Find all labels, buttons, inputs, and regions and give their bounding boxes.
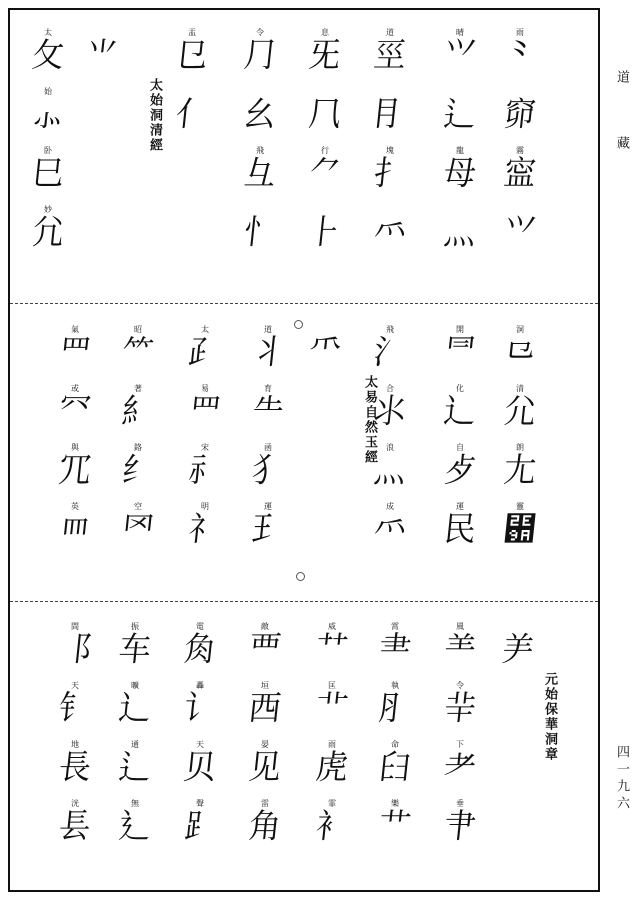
glyph-cell xyxy=(116,622,154,669)
glyph-cell xyxy=(119,325,157,372)
talisman-glyph: ⺾ xyxy=(376,806,414,846)
talisman-glyph: ⺹ xyxy=(441,747,479,787)
glyph-cell xyxy=(371,146,409,193)
chapter-title: 太易自然玉經 xyxy=(362,375,377,465)
gloss-character: 下 xyxy=(455,740,464,749)
glyph-cell xyxy=(181,740,219,787)
gloss-character: 振 xyxy=(130,622,139,631)
glyph-cell xyxy=(441,443,479,490)
glyph-cell xyxy=(116,740,154,787)
glyph-column xyxy=(312,622,352,858)
gloss-character: 或 xyxy=(70,384,79,393)
gloss-character: 盂 xyxy=(187,28,196,37)
talisman-glyph: ⺽ xyxy=(376,747,414,787)
glyph-column xyxy=(172,28,212,146)
glyph-cell xyxy=(186,384,224,431)
glyph-cell xyxy=(306,205,344,252)
talisman-glyph: ⺤ xyxy=(371,212,409,252)
talisman-glyph: ⻆ xyxy=(246,806,284,846)
glyph-column xyxy=(305,325,345,384)
gloss-character: 垣 xyxy=(260,681,269,690)
glyph-cell xyxy=(441,502,479,549)
gloss-character: 清 xyxy=(515,384,524,393)
gloss-character: 塊 xyxy=(385,146,394,155)
glyph-cell xyxy=(241,28,279,75)
gloss-character: 妙 xyxy=(43,205,52,214)
talisman-glyph: ⺤ xyxy=(371,509,409,549)
talisman-glyph: ⺊ xyxy=(306,212,344,252)
gloss-character: 鉻 xyxy=(133,443,142,452)
glyph-cell xyxy=(306,325,344,372)
glyph-cell xyxy=(441,205,479,252)
glyph-cell xyxy=(186,502,224,549)
glyph-cell xyxy=(376,622,414,669)
glyph-cell xyxy=(56,740,94,787)
talisman-glyph: ⺋ xyxy=(501,332,539,372)
talisman-glyph: ⺦ xyxy=(249,332,287,372)
talisman-glyph: ⻀ xyxy=(313,688,351,728)
gloss-character: 朗 xyxy=(515,443,524,452)
talisman-glyph: ⺲ xyxy=(56,332,94,372)
talisman-glyph: ⺼ xyxy=(376,688,414,728)
glyph-column xyxy=(370,28,410,264)
gloss-character: 息 xyxy=(320,28,329,37)
talisman-glyph: ⺱ xyxy=(119,509,157,549)
glyph-cell xyxy=(499,622,537,669)
gloss-character: 天 xyxy=(70,681,79,690)
glyph-cell xyxy=(56,443,94,490)
glyph-cell xyxy=(246,799,284,846)
glyph-cell xyxy=(241,87,279,134)
gloss-character: 通 xyxy=(130,740,139,749)
talisman-glyph: 窌 xyxy=(501,94,539,134)
talisman-glyph: ⺚ xyxy=(501,509,539,549)
talisman-glyph: ⻌ xyxy=(116,688,154,728)
gloss-character: 浪 xyxy=(385,443,394,452)
gloss-character: 函 xyxy=(263,443,272,452)
center-mark xyxy=(296,572,305,581)
gloss-character: 成 xyxy=(385,502,394,511)
gloss-character: 敵 xyxy=(260,622,269,631)
glyph-cell xyxy=(83,28,121,75)
talisman-glyph: ⻌ xyxy=(441,391,479,431)
glyph-cell xyxy=(306,28,344,75)
glyph-cell xyxy=(56,799,94,846)
glyph-cell xyxy=(29,28,67,75)
talisman-glyph: ⺡ xyxy=(371,332,409,372)
talisman-glyph: ⺩ xyxy=(249,509,287,549)
gloss-character: 始 xyxy=(43,87,52,96)
gloss-character: 令 xyxy=(255,28,264,37)
talisman-glyph: 㔾 xyxy=(173,35,211,75)
section-divider xyxy=(10,601,598,602)
gloss-character: 霏 xyxy=(327,799,336,808)
glyph-column xyxy=(500,28,540,264)
chapter-title: 太始洞清經 xyxy=(147,78,162,153)
glyph-cell xyxy=(56,622,94,669)
talisman-glyph: ⻑ xyxy=(56,747,94,787)
section-divider xyxy=(10,303,598,304)
glyph-cell xyxy=(241,205,279,252)
glyph-cell xyxy=(441,622,479,669)
gloss-character: 宋 xyxy=(200,443,209,452)
glyph-cell xyxy=(119,443,157,490)
glyph-cell xyxy=(249,443,287,490)
talisman-glyph: ⺔ xyxy=(241,153,279,193)
gloss-character: 太 xyxy=(200,325,209,334)
talisman-glyph: ⻍ xyxy=(116,747,154,787)
glyph-cell xyxy=(501,205,539,252)
talisman-glyph: ⺿ xyxy=(313,629,351,669)
glyph-column xyxy=(115,622,155,858)
talisman-glyph: ⻈ xyxy=(181,688,219,728)
talisman-glyph: ⺵ xyxy=(56,509,94,549)
talisman-glyph: ⻁ xyxy=(313,747,351,787)
glyph-cell xyxy=(186,325,224,372)
gloss-character: 令 xyxy=(455,681,464,690)
center-mark xyxy=(294,320,303,329)
talisman-glyph: ⺟ xyxy=(441,153,479,193)
talisman-glyph: 寍 xyxy=(501,153,539,193)
talisman-glyph: ⺍ xyxy=(441,35,479,75)
gloss-character: 曠 xyxy=(130,681,139,690)
gloss-character: 飛 xyxy=(255,146,264,155)
gloss-character: 間 xyxy=(70,622,79,631)
talisman-glyph: ⺰ xyxy=(119,450,157,490)
glyph-cell xyxy=(181,799,219,846)
talisman-glyph: ⻎ xyxy=(116,806,154,846)
gloss-character: 威 xyxy=(327,622,336,631)
glyph-column xyxy=(375,622,415,858)
glyph-cell xyxy=(249,502,287,549)
talisman-glyph: ⺈ xyxy=(306,153,344,193)
gloss-character: 執 xyxy=(390,681,399,690)
talisman-glyph: ⻄ xyxy=(246,688,284,728)
talisman-glyph: ⺶ xyxy=(499,629,537,669)
gloss-character: 霄 xyxy=(390,622,399,631)
gloss-character: 育 xyxy=(263,384,272,393)
talisman-glyph: ⺠ xyxy=(441,509,479,549)
talisman-glyph: ⺜ xyxy=(441,332,479,372)
gloss-character: 靈 xyxy=(516,502,524,511)
glyph-column xyxy=(248,325,288,561)
gloss-character: 雷 xyxy=(260,799,269,808)
glyph-cell xyxy=(306,146,344,193)
talisman-glyph: ⻉ xyxy=(181,747,219,787)
glyph-cell xyxy=(376,681,414,728)
volume-label: 道 藏 xyxy=(614,70,629,169)
gloss-character: 洞 xyxy=(515,325,524,334)
talisman-glyph: ⺗ xyxy=(29,94,67,134)
gloss-character: 電 xyxy=(195,622,204,631)
glyph-cell xyxy=(441,28,479,75)
talisman-glyph: ⺮ xyxy=(119,332,157,372)
gloss-character: 太 xyxy=(43,28,52,37)
talisman-glyph: ⻏ xyxy=(56,629,94,669)
glyph-column xyxy=(55,325,95,561)
glyph-cell xyxy=(56,384,94,431)
glyph-cell xyxy=(241,146,279,193)
talisman-glyph: ⻐ xyxy=(56,688,94,728)
talisman-glyph: ⺣ xyxy=(441,212,479,252)
gloss-character: 空 xyxy=(133,502,142,511)
gloss-character: 匡 xyxy=(327,681,336,690)
glyph-cell xyxy=(116,799,154,846)
glyph-cell xyxy=(119,502,157,549)
glyph-cell xyxy=(501,384,539,431)
glyph-column xyxy=(245,622,285,858)
glyph-column xyxy=(28,28,68,264)
glyph-cell xyxy=(313,681,351,728)
gloss-character: 道 xyxy=(263,325,272,334)
glyph-cell xyxy=(249,384,287,431)
glyph-column xyxy=(440,28,480,264)
gloss-character: 運 xyxy=(263,502,272,511)
talisman-glyph: ⻒ xyxy=(56,806,94,846)
gloss-character: 轟 xyxy=(195,681,204,690)
glyph-cell xyxy=(29,205,67,252)
glyph-cell xyxy=(441,799,479,846)
glyph-cell xyxy=(501,28,539,75)
talisman-glyph: ⺍ xyxy=(501,212,539,252)
talisman-glyph: ⺛ xyxy=(306,35,344,75)
gloss-character: 無 xyxy=(130,799,139,808)
talisman-glyph: ⺖ xyxy=(241,212,279,252)
talisman-glyph: ⺧ xyxy=(249,391,287,431)
talisman-glyph: ⻃ xyxy=(246,629,284,669)
glyph-cell xyxy=(186,443,224,490)
talisman-glyph: ⻂ xyxy=(313,806,351,846)
glyph-cell xyxy=(173,28,211,75)
glyph-column xyxy=(180,622,220,858)
glyph-cell xyxy=(313,622,351,669)
glyph-cell xyxy=(181,681,219,728)
glyph-cell xyxy=(441,681,479,728)
glyph-cell xyxy=(371,205,409,252)
gloss-character: 著 xyxy=(133,384,142,393)
talisman-glyph: ⺢ xyxy=(371,391,409,431)
talisman-glyph: ⺴ xyxy=(56,450,94,490)
talisman-glyph: ⺻ xyxy=(376,629,414,669)
glyph-column xyxy=(498,622,538,681)
talisman-glyph: ⻅ xyxy=(246,747,284,787)
talisman-glyph: ⺣ xyxy=(371,450,409,490)
glyph-cell xyxy=(249,325,287,372)
talisman-glyph: ⺘ xyxy=(371,153,409,193)
glyph-cell xyxy=(441,384,479,431)
gloss-character: 昭 xyxy=(133,325,142,334)
glyph-cell xyxy=(501,502,539,549)
gloss-character: 洸 xyxy=(70,799,79,808)
talisman-glyph: ⺨ xyxy=(249,450,287,490)
glyph-cell xyxy=(501,443,539,490)
glyph-cell xyxy=(56,325,94,372)
talisman-glyph: 巠 xyxy=(371,35,409,75)
gloss-character: 化 xyxy=(455,384,464,393)
talisman-glyph: ⻍ xyxy=(441,94,479,134)
gloss-character: 樂 xyxy=(390,799,399,808)
glyph-cell xyxy=(56,681,94,728)
gloss-character: 風 xyxy=(455,622,464,631)
glyph-cell xyxy=(246,681,284,728)
gloss-character: 與 xyxy=(70,443,79,452)
talisman-glyph: ⺷ xyxy=(441,629,479,669)
talisman-glyph: ⺑ xyxy=(29,212,67,252)
talisman-glyph: ⺳ xyxy=(56,391,94,431)
glyph-cell xyxy=(376,799,414,846)
glyph-cell xyxy=(313,740,351,787)
talisman-glyph: ⺸ xyxy=(441,688,479,728)
gloss-character: 明 xyxy=(200,502,209,511)
talisman-glyph: ⺫ xyxy=(186,391,224,431)
gloss-character: 飛 xyxy=(385,325,394,334)
talisman-glyph: ⺇ xyxy=(306,94,344,134)
talisman-glyph: ⺪ xyxy=(186,332,224,372)
talisman-glyph: ⺺ xyxy=(441,806,479,846)
talisman-glyph: ⺞ xyxy=(441,450,479,490)
glyph-cell xyxy=(246,622,284,669)
glyph-column xyxy=(55,622,95,858)
talisman-glyph: ⺙ xyxy=(29,35,67,75)
gloss-character: 晴 xyxy=(455,28,464,37)
glyph-column xyxy=(440,325,480,561)
glyph-cell xyxy=(306,87,344,134)
gloss-character: 雨 xyxy=(515,28,524,37)
gloss-character: 氣 xyxy=(70,325,79,334)
gloss-character: 道 xyxy=(385,28,394,37)
glyph-cell xyxy=(441,740,479,787)
talisman-glyph: ⺆ xyxy=(241,35,279,75)
gloss-character: 易 xyxy=(200,384,209,393)
gloss-character: 天 xyxy=(195,740,204,749)
glyph-column xyxy=(118,325,158,561)
glyph-cell xyxy=(501,146,539,193)
glyph-column xyxy=(82,28,122,87)
talisman-glyph: ⺌ xyxy=(83,35,121,75)
gloss-character: 運 xyxy=(455,502,464,511)
glyph-column xyxy=(440,622,480,858)
gloss-character: 行 xyxy=(320,146,329,155)
glyph-cell xyxy=(56,502,94,549)
talisman-glyph: ⺀ xyxy=(501,35,539,75)
glyph-cell xyxy=(376,740,414,787)
glyph-column xyxy=(185,325,225,561)
talisman-glyph: ⺭ xyxy=(186,509,224,549)
gloss-character: 霧 xyxy=(515,146,524,155)
glyph-cell xyxy=(371,87,409,134)
glyph-cell xyxy=(371,28,409,75)
glyph-column xyxy=(305,28,345,264)
glyph-cell xyxy=(313,799,351,846)
gloss-character: 地 xyxy=(70,740,79,749)
gloss-character: 英 xyxy=(70,502,79,511)
gloss-character: 垂 xyxy=(455,799,464,808)
talisman-glyph: ⻇ xyxy=(181,629,219,669)
glyph-cell xyxy=(116,681,154,728)
glyph-cell xyxy=(119,384,157,431)
glyph-cell xyxy=(441,87,479,134)
talisman-glyph: ⻊ xyxy=(181,806,219,846)
gloss-character: 自 xyxy=(455,443,464,452)
gloss-character: 聲 xyxy=(195,799,204,808)
talisman-glyph: ⺒ xyxy=(29,153,67,193)
gloss-character: 龍 xyxy=(455,146,464,155)
talisman-glyph: ⺯ xyxy=(119,391,157,431)
gloss-character: 雨 xyxy=(327,740,336,749)
glyph-cell xyxy=(29,87,67,134)
gloss-character: 晏 xyxy=(260,740,269,749)
glyph-cell xyxy=(181,622,219,669)
talisman-glyph: ⺐ xyxy=(501,450,539,490)
glyph-cell xyxy=(173,87,211,134)
glyph-cell xyxy=(441,146,479,193)
gloss-character: 合 xyxy=(385,384,394,393)
talisman-glyph: ⻋ xyxy=(116,629,154,669)
talisman-glyph: ⺓ xyxy=(241,94,279,134)
talisman-glyph: ⺏ xyxy=(501,391,539,431)
page-number: 四一九六 xyxy=(614,745,629,813)
glyph-column xyxy=(500,325,540,561)
talisman-glyph: ⺬ xyxy=(186,450,224,490)
glyph-column xyxy=(240,28,280,264)
glyph-cell xyxy=(371,502,409,549)
glyph-cell xyxy=(501,325,539,372)
talisman-glyph: ⺅ xyxy=(173,94,211,134)
glyph-cell xyxy=(371,325,409,372)
glyph-cell xyxy=(441,325,479,372)
glyph-cell xyxy=(29,146,67,193)
talisman-glyph: ⺝ xyxy=(371,94,409,134)
talisman-glyph: ⺥ xyxy=(306,332,344,372)
gloss-character: 命 xyxy=(390,740,399,749)
glyph-cell xyxy=(501,87,539,134)
chapter-title: 元始保華洞章 xyxy=(542,672,557,762)
gloss-character: 卧 xyxy=(43,146,52,155)
gloss-character: 開 xyxy=(455,325,464,334)
glyph-cell xyxy=(246,740,284,787)
